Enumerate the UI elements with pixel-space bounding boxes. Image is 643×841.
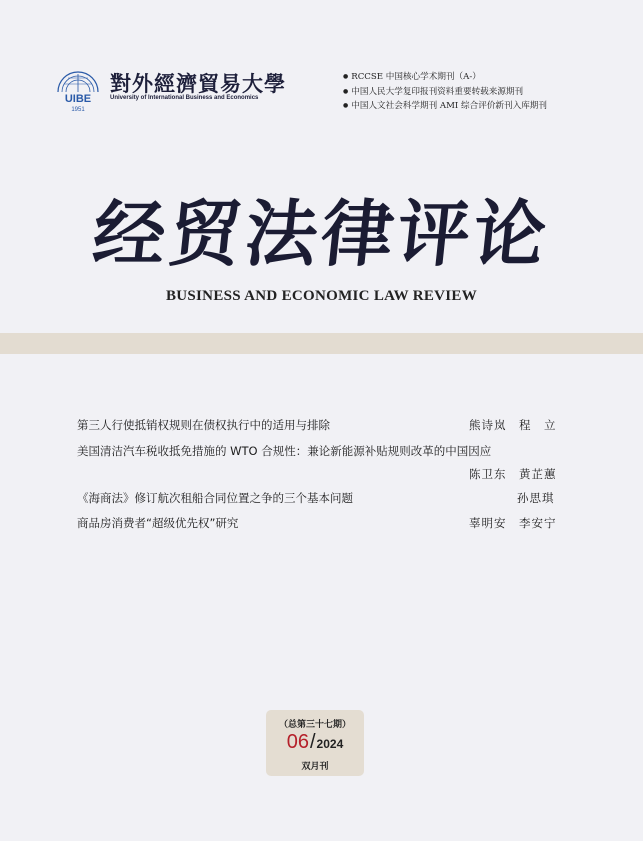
indexing-item: ● 中国人民大学复印报刊资料重要转载来源期刊 (343, 85, 547, 100)
toc-article-authors: 辜明安 李安宁 (469, 516, 557, 530)
issue-series: （总第三十七期） (278, 720, 351, 730)
university-name-cn: 對外經濟貿易大學 (110, 71, 286, 96)
toc-article-authors: 陈卫东 黄芷蕙 (469, 467, 557, 481)
issue-frequency: 双月刊 (301, 762, 329, 772)
issue-number-line (266, 731, 364, 754)
journal-title-en: BUSINESS AND ECONOMIC LAW REVIEW (165, 288, 478, 304)
issue-slash: / (309, 731, 316, 753)
journal-title-cn: 经贸法律评论 (89, 191, 555, 276)
uibe-emblem-icon (52, 62, 104, 114)
toc-article-authors: 孙思琪 (517, 491, 555, 505)
indexing-list (343, 70, 547, 114)
university-logo (52, 62, 286, 114)
decorative-band (0, 333, 643, 354)
indexing-item: ● 中国人文社会科学期刊 AMI 综合评价新刊入库期刊 (343, 99, 547, 114)
issue-year: 2024 (316, 737, 344, 751)
toc-article-title: 美国清洁汽车税收抵免措施的 WTO 合规性：兼论新能源补贴规则改革的中国因应 (77, 444, 492, 458)
toc-article-title: 第三人行使抵销权规则在债权执行中的适用与排除 (77, 418, 330, 432)
issue-info-box (266, 710, 364, 776)
issue-number: 06 (286, 731, 309, 753)
toc-article-title: 商品房消费者“超级优先权”研究 (77, 516, 239, 530)
toc-article-authors: 熊诗岚 程 立 (469, 418, 557, 432)
indexing-item: ● RCCSE 中国核心学术期刊（A-） (343, 70, 547, 85)
emblem-year: 1951 (71, 107, 85, 113)
university-name-en: University of International Business and Economics (110, 95, 259, 101)
toc-article-title: 《海商法》修订航次租船合同位置之争的三个基本问题 (77, 491, 353, 505)
emblem-text: UIBE (64, 93, 92, 105)
